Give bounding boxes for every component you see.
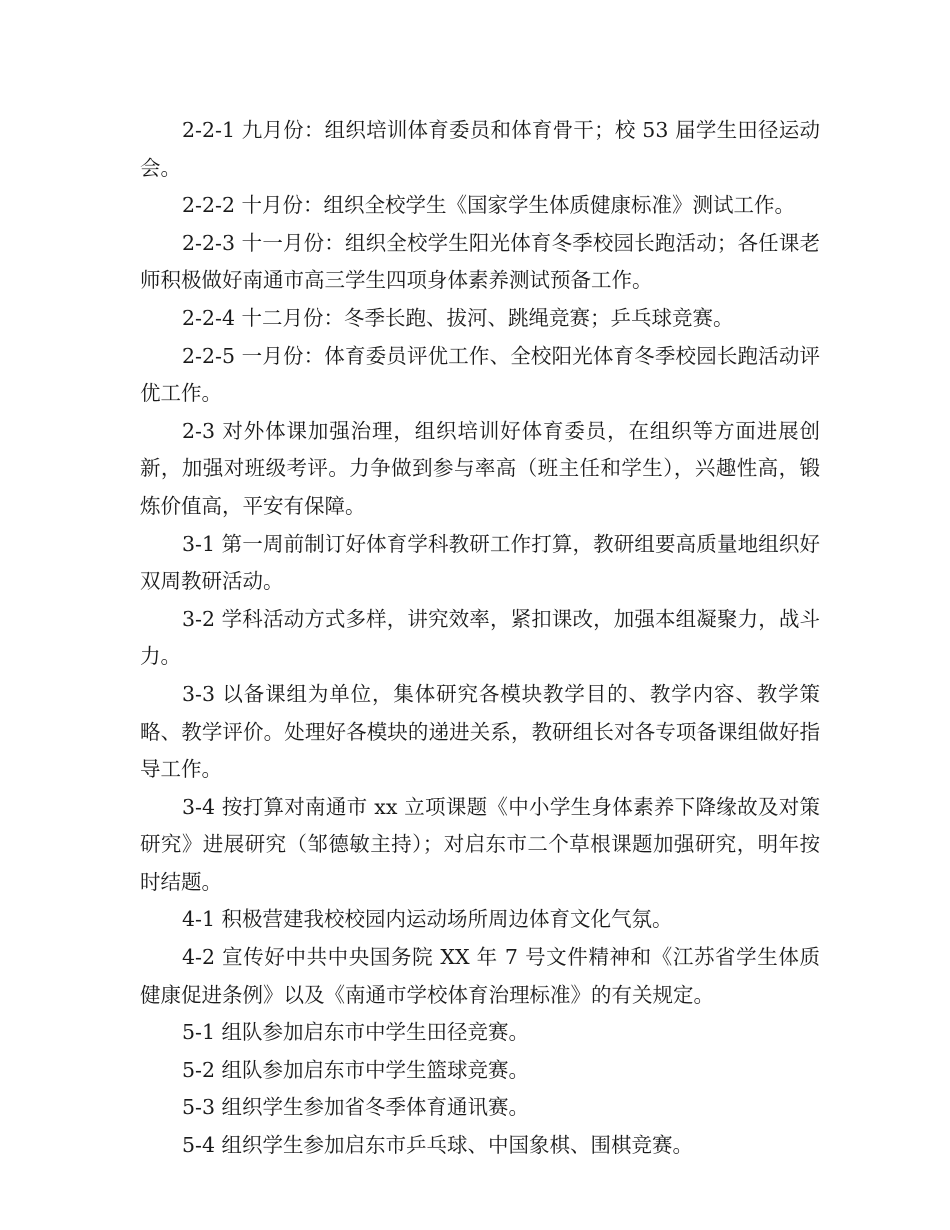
paragraph-3-1: 3-1 第一周前制订好体育学科教研工作打算，教研组要高质量地组织好双周教研活动。 [140, 531, 820, 594]
paragraph-5-3: 5-3 组织学生参加省冬季体育通讯赛。 [182, 1095, 530, 1120]
paragraph-2-2-3: 2-2-3 十一月份：组织全校学生阳光体育冬季校园长跑活动；各任课老师积极做好南通市高三学生四项身体素养测试预备工作。 [140, 230, 820, 293]
paragraph-5-2: 5-2 组队参加启东市中学生篮球竞赛。 [182, 1057, 530, 1082]
paragraph-3-3: 3-3 以备课组为单位，集体研究各模块教学目的、教学内容、教学策略、教学评价。处理好各模块的递进关系，教研组长对各专项备课组做好指导工作。 [140, 681, 820, 782]
paragraph-5-4: 5-4 组织学生参加启东市乒乓球、中国象棋、围棋竞赛。 [182, 1133, 694, 1158]
paragraph-2-2-1: 2-2-1 九月份：组织培训体育委员和体育骨干；校 53 届学生田径运动会。 [140, 118, 820, 180]
paragraph-2-3: 2-3 对外体课加强治理，组织培训好体育委员，在组织等方面进展创新，加强对班级考评。力争做到参与率高（班主任和学生），兴趣性高，锻炼价值高，平安有保障。 [140, 418, 820, 518]
paragraph-4-1: 4-1 积极营建我校校园内运动场所周边体育文化气氛。 [182, 907, 673, 932]
paragraph-2-2-5: 2-2-5 一月份：体育委员评优工作、全校阳光体育冬季校园长跑活动评优工作。 [140, 343, 820, 406]
paragraph-3-4: 3-4 按打算对南通市 xx 立项课题《中小学生身体素养下降缘故及对策研究》进展研究（邹德敏主持）；对启东市二个草根课题加强研究，明年按时结题。 [140, 794, 820, 894]
paragraph-5-1: 5-1 组队参加启东市中学生田径竞赛。 [182, 1020, 530, 1045]
paragraph-2-2-2: 2-2-2 十月份：组织全校学生《国家学生体质健康标准》测试工作。 [182, 193, 795, 218]
paragraph-2-2-4: 2-2-4 十二月份：冬季长跑、拔河、跳绳竞赛；乒乓球竞赛。 [182, 305, 734, 330]
document-page [140, 112, 820, 1165]
paragraph-3-2: 3-2 学科活动方式多样，讲究效率，紧扣课改，加强本组凝聚力，战斗力。 [140, 606, 820, 669]
paragraph-4-2: 4-2 宣传好中共中央国务院 XX 年 7 号文件精神和《江苏省学生体质健康促进条例》以及《南通市学校体育治理标准》的有关规定。 [140, 945, 820, 1007]
